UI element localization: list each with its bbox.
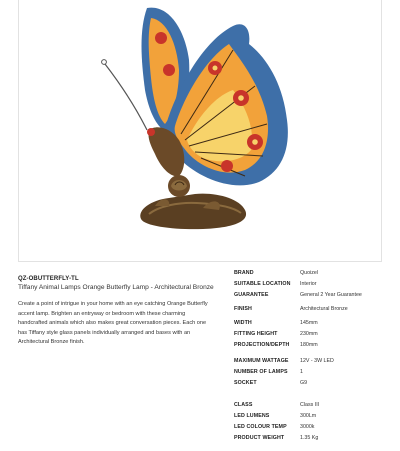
spec-row-suitable-location <box>234 281 394 291</box>
spec-value: 180mm <box>300 342 318 348</box>
spec-label: SUITABLE LOCATION <box>234 281 291 287</box>
spec-row-product-weight <box>234 435 394 445</box>
spec-label: BRAND <box>234 270 254 276</box>
spec-value: 300Lm <box>300 413 317 419</box>
spec-value: 3000k <box>300 424 315 430</box>
spec-label: PROJECTION/DEPTH <box>234 342 290 348</box>
spec-row-socket <box>234 380 394 390</box>
spec-row-width <box>234 320 394 330</box>
spec-label: CLASS <box>234 402 253 408</box>
spec-label: LED LUMENS <box>234 413 270 419</box>
spec-value: 145mm <box>300 320 318 326</box>
spec-label: PRODUCT WEIGHT <box>234 435 285 441</box>
spec-value: 1.35 Kg <box>300 435 319 441</box>
spec-value: Quoizel <box>300 270 318 276</box>
spec-row-brand <box>234 270 394 280</box>
spec-row-fitting-height <box>234 331 394 341</box>
spec-label: SOCKET <box>234 380 257 386</box>
spec-row-maximum-wattage <box>234 358 394 368</box>
spec-value: Class III <box>300 402 320 408</box>
product-image-frame <box>18 0 382 262</box>
spec-label: FINISH <box>234 306 252 312</box>
product-name: Tiffany Animal Lamps Orange Butterfly Lamp - Architectural Bronze <box>18 284 214 291</box>
spec-label: GUARANTEE <box>234 292 269 298</box>
spec-value: General 2 Year Guarantee <box>300 292 362 298</box>
butterfly-lamp-image <box>19 0 383 262</box>
spec-value: 12V - 3W LED <box>300 358 334 364</box>
spec-row-guarantee <box>234 292 394 302</box>
spec-row-led-colour-temp <box>234 424 394 434</box>
product-description: Create a point of intrigue in your home with an eye catching Orange Butterfly accent lamp. Brighten an entryway or bedroom with these charming handcrafted animals which also makes great conversation pieces. Each one has Tiffany style glass panels individually arranged and bases with an Architectural Bronze finish. <box>18 301 208 346</box>
spec-label: WIDTH <box>234 320 252 326</box>
spec-label: FITTING HEIGHT <box>234 331 278 337</box>
spec-row-number-of-lamps <box>234 369 394 379</box>
spec-value: Interior <box>300 281 317 287</box>
spec-row-class <box>234 402 394 412</box>
spec-value: 1 <box>300 369 303 375</box>
spec-label: NUMBER OF LAMPS <box>234 369 288 375</box>
spec-label: MAXIMUM WATTAGE <box>234 358 289 364</box>
spec-row-finish <box>234 306 394 316</box>
spec-value: Architectural Bronze <box>300 306 348 312</box>
spec-label: LED COLOUR TEMP <box>234 424 287 430</box>
spec-value: G9 <box>300 380 308 386</box>
spec-row-led-lumens <box>234 413 394 423</box>
spec-value: 230mm <box>300 331 318 337</box>
product-sku: QZ-OBUTTERFLY-TL <box>18 276 79 282</box>
spec-row-projection-depth <box>234 342 394 352</box>
